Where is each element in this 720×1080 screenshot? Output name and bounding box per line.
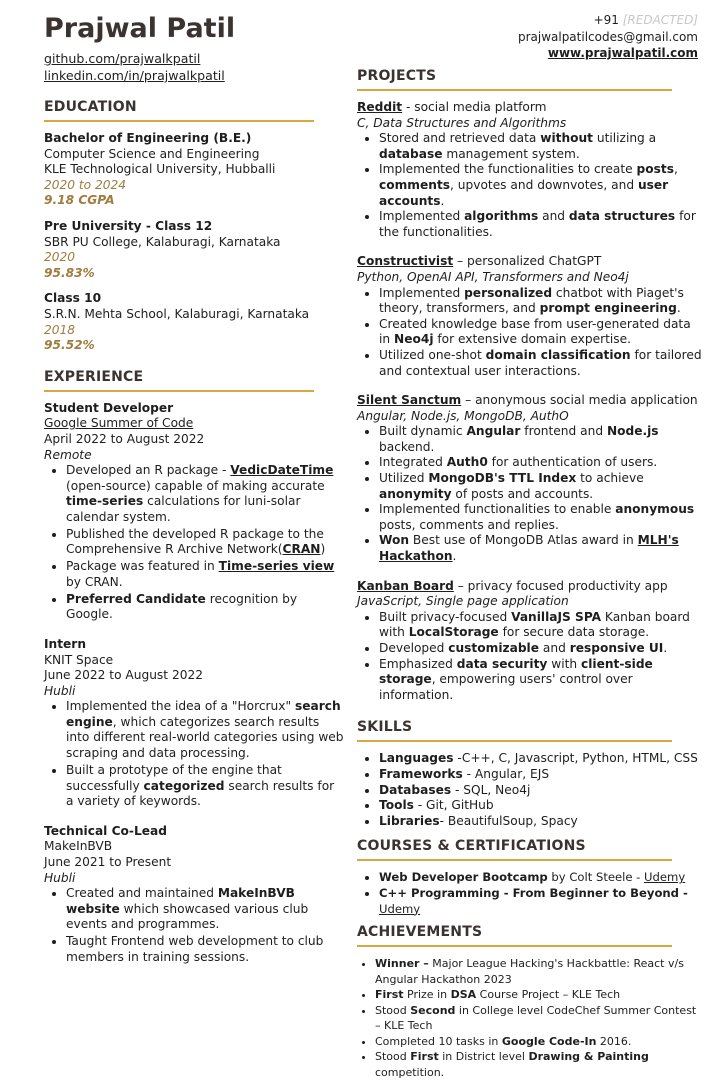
bullet: • Taught Frontend web development to club members in training sessions. [66, 934, 344, 965]
bullet: • Implemented the idea of a "Horcrux" search engine, which categorizes search results into different real-world categories using web scraping and data processing. [66, 699, 344, 761]
section-divider [357, 859, 672, 861]
section-title-skills: SKILLS [357, 719, 413, 736]
bullet: • Won Best use of MongoDB Atlas award in MLH's Hackathon. [379, 533, 702, 564]
project-tech: Python, OpenAI API, Transformers and Neo4j [357, 269, 629, 284]
section-title-education: EDUCATION [44, 99, 137, 115]
section-divider [357, 89, 672, 91]
experience-item [44, 637, 344, 810]
package-link[interactable]: VedicDateTime [230, 463, 334, 478]
job-dates: June 2022 to August 2022 [44, 668, 203, 683]
education-item [44, 131, 344, 209]
bullet-list [357, 286, 702, 380]
job-dates: April 2022 to August 2022 [44, 431, 205, 446]
bullet: • Stored and retrieved data without utilizing a database management system. [379, 131, 702, 162]
section-divider [44, 390, 314, 392]
job-org[interactable]: Google Summer of Code [44, 416, 194, 431]
bullet: • Built a prototype of the engine that successfully categorized search results for a variety of keywords. [66, 763, 344, 810]
udemy-link[interactable]: Udemy [379, 901, 421, 916]
degree: Bachelor of Engineering (B.E.) [44, 131, 252, 145]
phone-redacted: [REDACTED] [622, 13, 698, 27]
phone: +91 [REDACTED] [593, 13, 698, 27]
bullet-list [44, 463, 344, 623]
bullet: • Utilized MongoDB's TTL Index to achieve anonymity of posts and accounts. [379, 471, 702, 502]
email[interactable]: prajwalpatilcodes@gmail.com [517, 29, 698, 44]
achievement-item: • Winner – Major League Hacking's Hackbattle: React v/s Angular Hackathon 2023 [375, 956, 702, 987]
section-divider [357, 945, 672, 947]
job-role: Technical Co-Lead [44, 823, 167, 838]
achievement-item: • Completed 10 tasks in Google Code-In 2016. [375, 1034, 702, 1050]
bullet: • Built dynamic Angular frontend and Node.js backend. [379, 424, 702, 455]
job-org: MakeInBVB [44, 839, 113, 854]
degree: Class 10 [44, 291, 102, 306]
achievements-block [357, 956, 702, 1080]
achievements-list [357, 956, 702, 1080]
project-item [357, 100, 702, 240]
bullet: • Emphasized data security with client-side storage, empowering users' control over information. [379, 657, 702, 704]
education-years: 2018 [44, 322, 76, 337]
timeseries-link[interactable]: Time-series view [218, 559, 335, 574]
job-role: Intern [44, 636, 86, 651]
skills-list [357, 751, 702, 829]
bullet: • Preferred Candidate recognition by Google. [66, 592, 344, 623]
education-score: 95.83% [44, 265, 95, 280]
bullet-list [44, 699, 344, 809]
website-link[interactable]: www.prajwalpatil.com [547, 46, 698, 60]
project-name-link[interactable]: Kanban Board [357, 578, 454, 593]
course-item: • Web Developer Bootcamp by Colt Steele - Udemy [379, 870, 702, 886]
education-institution: SBR PU College, Kalaburagi, Karnataka [44, 234, 281, 249]
education-item [44, 219, 344, 281]
profile-links [44, 50, 225, 84]
skill-item: • Libraries- BeautifulSoup, Spacy [379, 814, 702, 830]
contact-block [518, 12, 698, 62]
project-header: Silent Sanctum – anonymous social media application [357, 393, 698, 408]
job-place: Hubli [44, 683, 76, 698]
achievement-item: • Stood Second in College level CodeChef Summer Contest – KLE Tech [375, 1003, 702, 1034]
project-tech: C, Data Structures and Algorithms [357, 115, 567, 130]
project-tech: Angular, Node.js, MongoDB, AuthO [357, 408, 569, 423]
project-item [357, 393, 702, 565]
hackathon-link[interactable]: MLH's Hackathon [379, 533, 679, 564]
bullet: • Implemented algorithms and data structures for the functionalities. [379, 209, 702, 240]
job-role: Student Developer [44, 400, 174, 415]
github-link[interactable]: github.com/prajwalkpatil [44, 51, 201, 66]
experience-item [44, 401, 344, 623]
project-name-link[interactable]: Constructivist [357, 254, 454, 269]
bullet: • Created and maintained MakeInBVB website which showcased various club events and programmes. [66, 886, 344, 933]
project-name-link[interactable]: Reddit [357, 100, 403, 114]
section-title-projects: PROJECTS [357, 68, 437, 84]
education-years: 2020 to 2024 [44, 177, 127, 192]
skill-item: • Databases - SQL, Neo4j [379, 783, 702, 799]
job-org: KNIT Space [44, 652, 114, 667]
degree: Pre University - Class 12 [44, 218, 213, 233]
project-header: Constructivist – personalized ChatGPT [357, 254, 602, 269]
education-score: 9.18 CGPA [44, 193, 115, 208]
section-title-achievements: ACHIEVEMENTS [357, 924, 483, 941]
bullet: • Integrated Auth0 for authentication of users. [379, 455, 702, 471]
udemy-link[interactable]: Udemy [644, 870, 686, 885]
bullet-list [357, 131, 702, 240]
bullet: • Created knowledge base from user-generated data in Neo4j for extensive domain expertise. [379, 317, 702, 348]
bullet-list [357, 610, 702, 704]
education-item [44, 291, 344, 353]
course-item: • C++ Programming - From Beginner to Beyond - Udemy [379, 886, 702, 917]
achievement-item: • Stood First in District level Drawing & Painting competition. [375, 1049, 702, 1080]
section-divider [44, 120, 314, 122]
bullet-list [44, 886, 344, 965]
linkedin-link[interactable]: linkedin.com/in/prajwalkpatil [44, 68, 225, 83]
project-header: Reddit - social media platform [357, 100, 547, 114]
section-divider [357, 740, 672, 742]
courses-list [357, 870, 702, 917]
section-title-courses: COURSES & CERTIFICATIONS [357, 838, 586, 855]
project-name-link[interactable]: Silent Sanctum [357, 393, 462, 408]
job-place: Remote [44, 447, 92, 462]
education-detail: Computer Science and Engineering [44, 146, 260, 161]
achievement-item: • First Prize in DSA Course Project – KLE Tech [375, 987, 702, 1003]
project-item [357, 254, 702, 379]
education-years: 2020 [44, 250, 76, 265]
skill-item: • Tools - Git, GitHub [379, 798, 702, 814]
skill-item: • Frameworks - Angular, EJS [379, 767, 702, 783]
bullet: • Developed customizable and responsive UI. [379, 641, 702, 657]
project-tech: JavaScript, Single page application [357, 594, 569, 609]
project-header: Kanban Board – privacy focused productivity app [357, 578, 668, 593]
bullet: • Implemented the functionalities to create posts, comments, upvotes and downvotes, and user accounts. [379, 162, 702, 209]
job-place: Hubli [44, 870, 76, 885]
bullet: • Package was featured in Time-series view by CRAN. [66, 559, 344, 590]
education-institution: KLE Technological University, Hubballi [44, 162, 276, 177]
bullet: • Published the developed R package to the Comprehensive R Archive Network(CRAN) [66, 527, 344, 558]
left-column [44, 98, 344, 975]
cran-link[interactable]: CRAN [282, 542, 321, 557]
experience-item [44, 824, 344, 966]
education-score: 95.52% [44, 338, 95, 353]
project-item [357, 579, 702, 704]
right-column [357, 67, 702, 1080]
section-title-experience: EXPERIENCE [44, 368, 144, 385]
bullet-list [357, 424, 702, 564]
bullet: • Utilized one-shot domain classification for tailored and contextual user interactions. [379, 348, 702, 379]
bullet: • Built privacy-focused VanillaJS SPA Kanban board with LocalStorage for secure data storage. [379, 610, 702, 641]
candidate-name: Prajwal Patil [44, 13, 236, 44]
skill-item: • Languages -C++, C, Javascript, Python, HTML, CSS [379, 751, 702, 767]
bullet: • Implemented personalized chatbot with Piaget's theory, transformers, and prompt engineering. [379, 286, 702, 317]
job-dates: June 2021 to Present [44, 854, 172, 869]
bullet: • Implemented functionalities to enable anonymous posts, comments and replies. [379, 502, 702, 533]
education-institution: S.R.N. Mehta School, Kalaburagi, Karnataka [44, 306, 310, 321]
bullet: • Developed an R package - VedicDateTime (open-source) capable of making accurate time-series calculations for luni-solar calendar system. [66, 463, 344, 525]
